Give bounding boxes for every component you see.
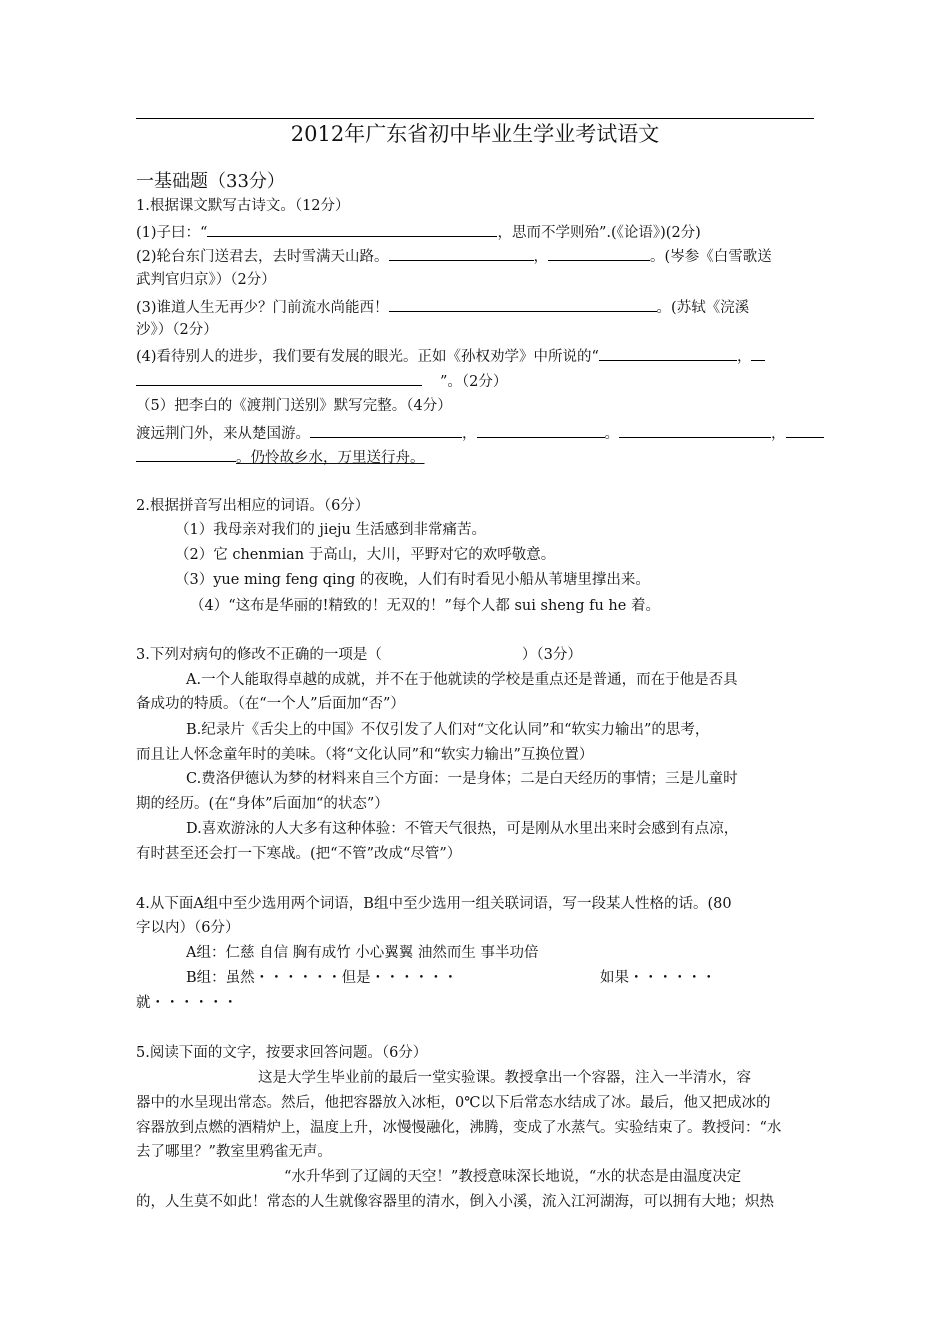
q1-line-6: [136, 345, 765, 367]
answer-blank[interactable]: [310, 422, 462, 438]
answer-blank[interactable]: [389, 296, 657, 312]
q1-heading: 1.根据课文默写古诗文。（12分）: [136, 198, 350, 214]
q1-line-6-text-a: (4)看待别人的进步，我们要有发展的眼光。正如《孙权劝学》中所说的“: [136, 349, 599, 365]
q2-item-2: （2）它 chenmian 于高山，大川，平野对它的欢呼敬意。: [175, 547, 556, 563]
q2-item-1: （1）我母亲对我们的 jieju 生活感到非常痛苦。: [175, 522, 486, 538]
q2-item-4: （4）“这布是华丽的!精致的！无双的！”每个人都 sui sheng fu he 着。: [190, 598, 660, 614]
q1-line-2: [136, 245, 772, 267]
q5-passage-line-2: 器中的水呈现出常态。然后，他把容器放入冰柜，0℃以下后常态水结成了冰。最后，他又把成冰的: [136, 1095, 771, 1111]
q1-line-1: [136, 221, 701, 243]
answer-blank[interactable]: [599, 345, 737, 361]
page-title: 2012年广东省初中毕业生学业考试语文: [290, 122, 660, 146]
q1-line-2-text-b: ，: [533, 249, 549, 265]
q3-option-b-line-2: 而且让人怀念童年时的美味。（将“文化认同”和“软实力输出”互换位置）: [136, 747, 594, 763]
q1-line-6-text-b: ，: [736, 349, 752, 365]
answer-blank[interactable]: [477, 422, 605, 438]
q1-line-10-text: 。仍怜故乡水，万里送行舟。: [236, 450, 425, 466]
q1-line-9-text-c: 。: [604, 426, 619, 442]
q3-heading: [136, 645, 582, 665]
q1-line-9-text-a: 渡远荆门外，来从楚国游。: [136, 426, 310, 442]
q1-line-1-text-b: ，思而不学则殆”.(《论语》)(2分): [497, 225, 701, 241]
q1-line-1-text-a: (1)子曰：“: [136, 225, 208, 241]
q1-line-8: （5）把李白的《渡荆门送别》默写完整。（4分）: [136, 398, 452, 414]
q3-option-b-line-1: B.纪录片《舌尖上的中国》不仅引发了人们对“文化认同”和“软实力输出”的思考，: [186, 722, 710, 738]
answer-blank[interactable]: [619, 422, 771, 438]
q3-option-c-line-1: C.费洛伊德认为梦的材料来自三个方面：一是身体；二是白天经历的事情；三是儿童时: [186, 771, 738, 787]
q4-heading-line-1: 4.从下面A组中至少选用两个词语，B组中至少选用一组关联词语，写一段某人性格的话。(80: [136, 896, 732, 912]
q5-passage-line-3: 容器放到点燃的酒精炉上，温度上升，冰慢慢融化，沸腾，变成了水蒸气。实验结束了。教授问：“水: [136, 1120, 782, 1136]
q1-line-3: 武判官归京》）（2分）: [136, 272, 276, 288]
q3-option-c-line-2: 期的经历。(在“身体”后面加“的状态”）: [136, 796, 389, 812]
q5-passage-line-4: 去了哪里？”教室里鸦雀无声。: [136, 1144, 332, 1160]
q3-option-a-line-1: A.一个人能取得卓越的成就，并不在于他就读的学校是重点还是普通，而在于他是否具: [186, 672, 738, 688]
q3-option-d-line-2: 有时甚至还会打一下寒战。(把“不管”改成“尽管”）: [136, 846, 462, 862]
section-heading: 一基础题（33分）: [136, 171, 285, 192]
q5-passage-line-6: 的，人生莫不如此！常态的人生就像容器里的清水，倒入小溪，流入江河湖海，可以拥有大地；炽热: [136, 1194, 774, 1210]
q3-heading-end: ）（3分）: [521, 647, 582, 663]
q1-line-9: [136, 422, 824, 444]
q1-line-9-text-b: ，: [462, 426, 477, 442]
q1-line-7: [136, 370, 507, 392]
answer-blank[interactable]: [136, 370, 422, 386]
q1-line-5: 沙》）（2分）: [136, 322, 218, 338]
q4-group-b-then: 就・・・・・・: [136, 995, 238, 1011]
q5-passage-line-1: 这是大学生毕业前的最后一堂实验课。教授拿出一个容器，注入一半清水，容: [258, 1070, 751, 1086]
q5-heading: 5.阅读下面的文字，按要求回答问题。（6分）: [136, 1045, 428, 1061]
header-rule: [136, 118, 814, 119]
answer-blank[interactable]: [751, 345, 765, 361]
answer-blank[interactable]: [786, 422, 824, 438]
q4-group-b-if: 如果・・・・・・: [600, 970, 716, 986]
q3-heading-text: 3.下列对病句的修改不正确的一项是（: [136, 647, 382, 663]
answer-blank[interactable]: [136, 446, 236, 462]
q4-group-b: B组：虽然・・・・・・但是・・・・・・: [186, 970, 458, 986]
q1-line-4: [136, 296, 749, 318]
answer-blank[interactable]: [389, 245, 534, 261]
q1-line-4-text-a: (3)谁道人生无再少？门前流水尚能西！: [136, 300, 389, 316]
q1-line-10: [136, 446, 425, 468]
q5-passage-line-5: “水升华到了辽阔的天空！”教授意味深长地说，“水的状态是由温度决定: [284, 1169, 742, 1185]
answer-blank[interactable]: [548, 245, 650, 261]
q2-item-3: （3）yue ming feng qing 的夜晚，人们有时看见小船从苇塘里撑出来。: [175, 572, 650, 588]
q3-option-d-line-1: D.喜欢游泳的人大多有这种体验：不管天气很热，可是刚从水里出来时会感到有点凉，: [186, 821, 739, 837]
q1-line-4-text-b: 。(苏轼《浣溪: [656, 300, 750, 316]
q3-option-a-line-2: 备成功的特质。（在“一个人”后面加“否”）: [136, 696, 405, 712]
q4-heading-line-2: 字以内）（6分）: [136, 920, 240, 936]
q1-line-9-text-d: ，: [771, 426, 786, 442]
q2-heading: 2.根据拼音写出相应的词语。（6分）: [136, 498, 370, 514]
q1-line-2-text-c: 。(岑参《白雪歌送: [650, 249, 772, 265]
answer-blank[interactable]: [207, 221, 497, 237]
q1-line-7-text: ”。（2分）: [440, 374, 508, 390]
q4-group-a: A组：仁慈 自信 胸有成竹 小心翼翼 油然而生 事半功倍: [186, 945, 539, 961]
q1-line-2-text-a: (2)轮台东门送君去，去时雪满天山路。: [136, 249, 389, 265]
